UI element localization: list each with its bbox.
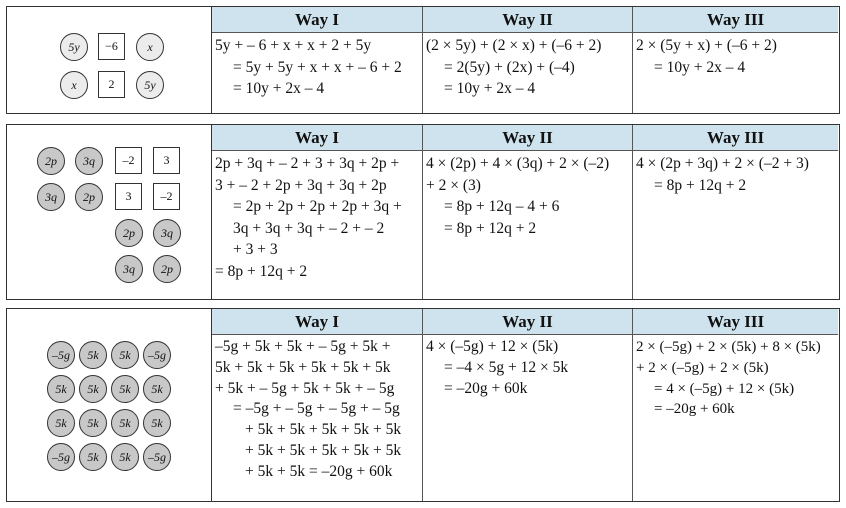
equation-line: + 5k + 5k + 5k + 5k + 5k [245,421,402,439]
tile-3q: 3q [37,183,65,211]
equation-line: 2 × (5y + x) + (–6 + 2) [636,37,777,54]
header-way-3: Way III [633,125,838,151]
equation-line: = –5g + – 5g + – 5g + – 5g [233,400,400,418]
tiles-area-2 [7,125,212,299]
tile-2p: 2p [115,219,143,247]
equation-line: = 8p + 12q + 2 [215,262,308,280]
tile-3: 3 [153,147,180,174]
tile-2: 2 [98,71,125,98]
way-2-column [423,151,633,299]
way-3-column [633,33,838,113]
way-3-column [633,335,838,501]
panel-3 [6,308,840,502]
tile-5y: 5y [60,33,88,61]
header-way-3: Way III [633,7,838,33]
equation-line: = 8p + 12q + 2 [444,219,537,237]
tile-minus-5g: –5g [47,341,75,369]
equation-line: = 10y + 2x – 4 [444,80,536,97]
way-1-column [212,335,423,501]
tile-5k: 5k [47,375,75,403]
way-1-column [212,33,423,113]
equation-line: + 5k + – 5g + 5k + 5k + – 5g [215,379,395,397]
tile-5k: 5k [111,443,139,471]
header-way-2: Way II [423,125,633,151]
equation-line: + 5k + 5k = –20g + 60k [245,462,393,480]
tile-3q: 3q [153,219,181,247]
equation-line: 2 × (–5g) + 2 × (5k) + 8 × (5k) [636,339,821,355]
equation-line: + 2 × (3) [426,176,481,194]
equation-line: 4 × (2p + 3q) + 2 × (–2 + 3) [636,155,809,172]
tile-minus-2: –2 [115,147,142,174]
equation-line: = –20g + 60k [654,401,735,418]
equation-line: 5k + 5k + 5k + 5k + 5k + 5k [215,358,391,376]
panel-2 [6,124,840,300]
tile-5k: 5k [111,375,139,403]
tile-minus-5g: –5g [47,443,75,471]
equation-line: 4 × (–5g) + 12 × (5k) [426,338,559,355]
way-2-column [423,33,633,113]
way-2-column [423,335,633,501]
tile-5k: 5k [79,375,107,403]
equation-line: = 4 × (–5g) + 12 × (5k) [654,380,795,397]
tiles-area-3 [7,309,212,501]
equation-line: = –4 × 5g + 12 × 5k [444,358,569,376]
equation-line: + 2 × (–5g) + 2 × (5k) [636,359,769,376]
equation-line: 3 + – 2 + 2p + 3q + 3q + 2p [215,176,387,194]
tile-x: x [136,33,164,61]
equation-line: = –20g + 60k [444,379,528,397]
tile-5k: 5k [143,375,171,403]
tiles-area-1 [7,7,212,113]
header-way-1: Way I [212,309,423,335]
header-way-2: Way II [423,309,633,335]
equation-line: = 2p + 2p + 2p + 2p + 3q + [233,198,402,215]
tile-5k: 5k [111,409,139,437]
equation-line: 5y + – 6 + x + x + 2 + 5y [215,37,372,54]
tile-minus-5g: –5g [143,341,171,369]
equation-line: + 5k + 5k + 5k + 5k + 5k [245,441,402,459]
equation-line: 2p + 3q + – 2 + 3 + 3q + 2p + [215,155,400,172]
way-3-column [633,151,838,299]
equation-line: = 5y + 5y + x + x + – 6 + 2 [233,58,402,76]
tile-5k: 5k [143,409,171,437]
panel-1 [6,6,840,114]
equation-line: 3q + 3q + 3q + – 2 + – 2 [233,219,385,237]
tile-5y: 5y [136,71,164,99]
equation-line: –5g + 5k + 5k + – 5g + 5k + [215,338,391,355]
header-way-3: Way III [633,309,838,335]
tile-minus-6: −6 [98,33,125,60]
tile-5k: 5k [111,341,139,369]
tile-3: 3 [115,183,142,210]
equation-line: = 8p + 12q + 2 [654,176,747,194]
equation-line: = 10y + 2x – 4 [233,80,325,97]
tile-5k: 5k [79,409,107,437]
header-way-1: Way I [212,7,423,33]
tile-5k: 5k [47,409,75,437]
tile-minus-2: –2 [153,183,180,210]
tile-5k: 5k [79,443,107,471]
header-way-2: Way II [423,7,633,33]
tile-2p: 2p [153,255,181,283]
tile-2p: 2p [37,147,65,175]
equation-line: = 2(5y) + (2x) + (–4) [444,58,575,76]
tile-3q: 3q [75,147,103,175]
equation-line: (2 × 5y) + (2 × x) + (–6 + 2) [426,37,602,54]
tile-5k: 5k [79,341,107,369]
way-1-column [212,151,423,299]
equation-line: = 8p + 12q – 4 + 6 [444,198,560,215]
tile-x: x [60,71,88,99]
header-way-1: Way I [212,125,423,151]
tile-2p: 2p [75,183,103,211]
tile-minus-5g: –5g [143,443,171,471]
equation-line: + 3 + 3 [233,241,278,258]
equation-line: = 10y + 2x – 4 [654,58,746,76]
tile-3q: 3q [115,255,143,283]
equation-line: 4 × (2p) + 4 × (3q) + 2 × (–2) [426,155,610,172]
